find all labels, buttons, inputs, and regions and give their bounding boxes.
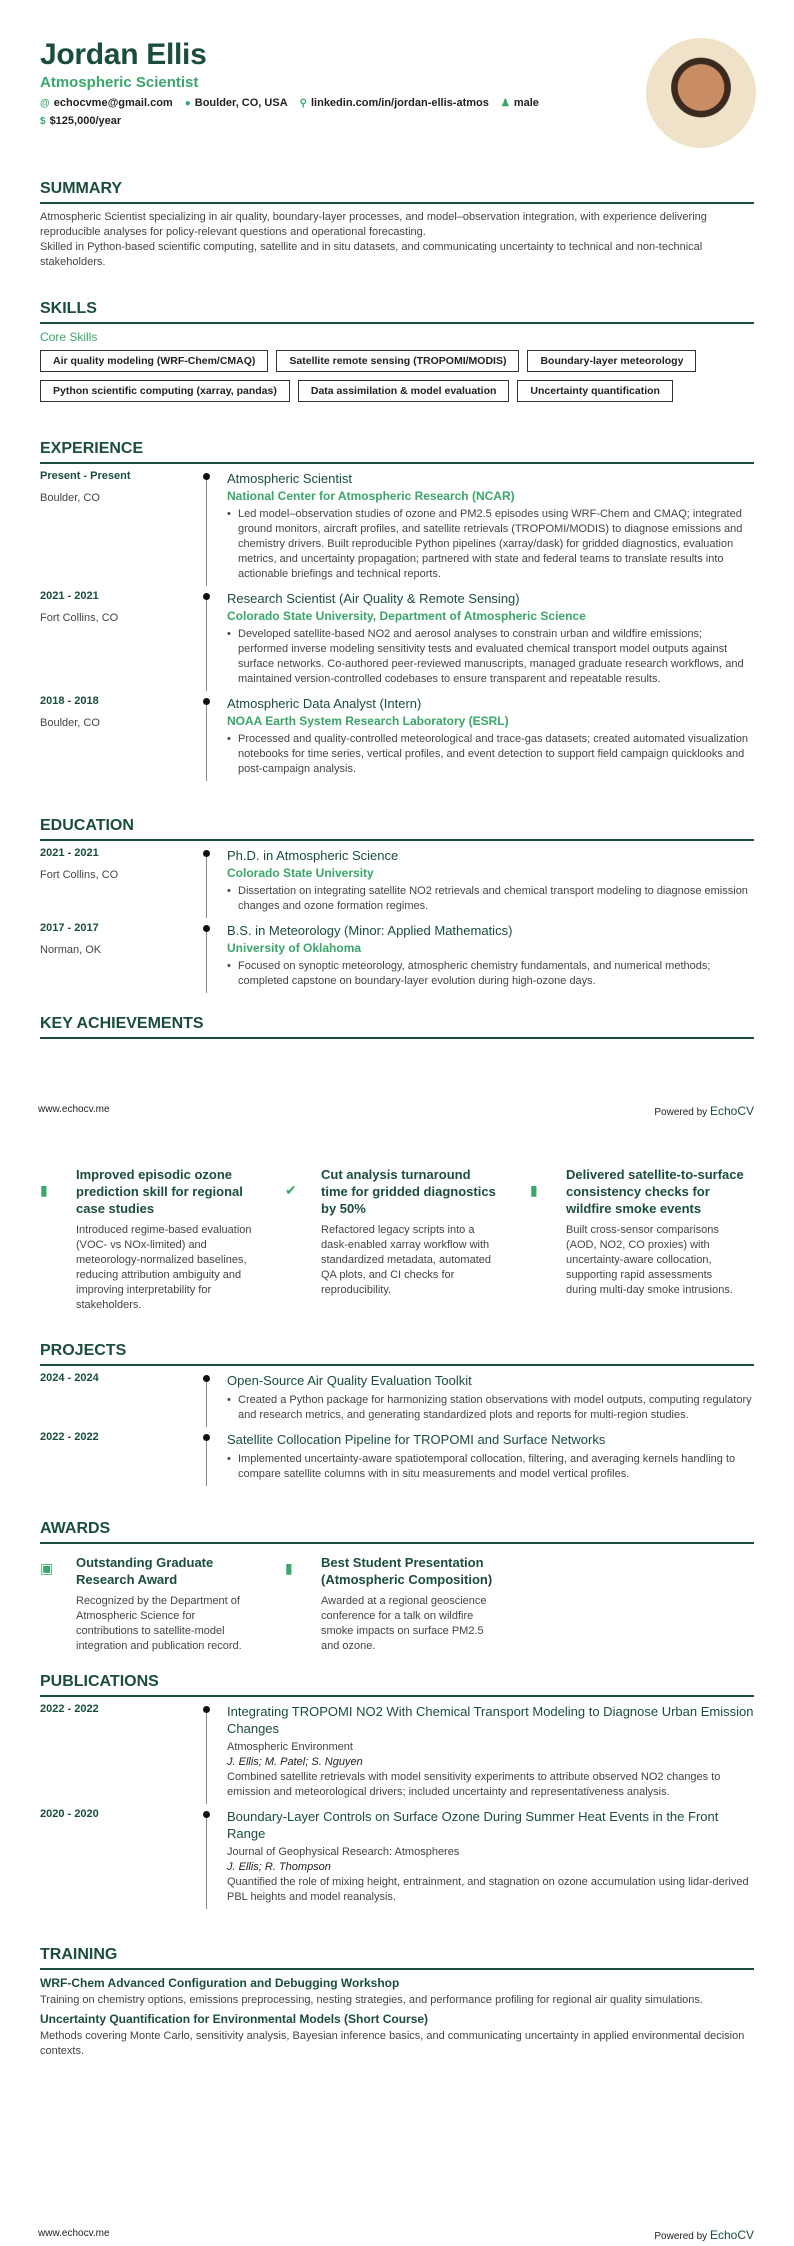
experience-item — [40, 695, 754, 777]
timeline-dot — [203, 698, 210, 705]
publication-title: Integrating TROPOMI NO2 With Chemical Transport Modeling to Diagnose Urban Emission Changes — [227, 1704, 754, 1736]
contact-location: ● Boulder, CO, USA — [184, 97, 288, 109]
project-item — [40, 1372, 754, 1423]
candidate-role: Atmospheric Scientist — [40, 74, 199, 91]
contact-salary: $ $125,000/year — [40, 115, 122, 127]
skill-tag: Air quality modeling (WRF-Chem/CMAQ) — [40, 350, 268, 372]
training-title: WRF-Chem Advanced Configuration and Debugging Workshop — [40, 1976, 400, 1990]
section-title: SUMMARY — [40, 180, 754, 204]
degree: B.S. in Meteorology (Minor: Applied Mathematics) — [227, 923, 513, 938]
footer-site-link[interactable]: www.echocv.me — [38, 1104, 110, 1115]
publication-summary: Combined satellite retrievals with model sensitivity experiments to attribute observed NO2 changes to emission and meteorological drivers; included uncertainty and representativeness analysis. — [227, 1771, 721, 1798]
item-date: 2024 - 2024 — [40, 1372, 99, 1384]
achievement-title: Cut analysis turnaround time for gridded diagnostics by 50% — [321, 1167, 496, 1216]
item-date: Present - Present — [40, 470, 131, 482]
skills-section — [40, 300, 754, 402]
timeline-line — [206, 1812, 207, 1909]
job-title: Atmospheric Scientist — [227, 471, 352, 486]
training-title: Uncertainty Quantification for Environmental Models (Short Course) — [40, 2012, 429, 2026]
project-item — [40, 1431, 754, 1482]
award-title: Outstanding Graduate Research Award — [76, 1555, 214, 1587]
location-pin-icon: ● — [184, 98, 191, 109]
training-section — [40, 1946, 754, 2059]
item-date: 2018 - 2018 — [40, 695, 99, 707]
echocv-logo[interactable]: EchoCV — [709, 2228, 754, 2242]
achievement-title: Improved episodic ozone prediction skill for regional case studies — [76, 1167, 243, 1216]
education-description: • Dissertation on integrating satellite NO2 retrievals and chemical transport modeling to diagnose emission changes and ozone formation regimes. — [227, 884, 754, 914]
skill-tag: Uncertainty quantification — [517, 380, 673, 402]
item-date: 2021 - 2021 — [40, 847, 99, 859]
timeline-line — [206, 1435, 207, 1486]
section-title: TRAINING — [40, 1946, 754, 1970]
education-description: • Focused on synoptic meteorology, atmospheric chemistry fundamentals, and numerical methods; completed capstone on boundary-layer evolution during high-ozone days. — [227, 959, 754, 989]
contact-linkedin[interactable]: ⚲ linkedin.com/in/jordan-ellis-atmos — [299, 97, 489, 109]
award-text: Awarded at a regional geoscience conference for a talk on wildfire smoke impacts on surface PM2.5 and ozone. — [321, 1595, 487, 1652]
section-title: AWARDS — [40, 1520, 754, 1544]
awards-section — [40, 1520, 754, 1654]
document-icon: ▮ — [40, 1182, 48, 1198]
publication-item — [40, 1703, 754, 1800]
timeline-line — [206, 926, 207, 993]
publication-venue: Journal of Geophysical Research: Atmospheres — [227, 1846, 460, 1858]
publication-authors: J. Ellis; R. Thompson — [227, 1861, 331, 1873]
dollar-file-icon: ▮ — [285, 1560, 293, 1576]
projects-section — [40, 1342, 754, 1490]
footer-site-link[interactable]: www.echocv.me — [38, 2228, 110, 2239]
job-title: Research Scientist (Air Quality & Remote Sensing) — [227, 591, 520, 606]
publication-venue: Atmospheric Environment — [227, 1741, 353, 1753]
section-title: PUBLICATIONS — [40, 1673, 754, 1697]
skill-tag: Satellite remote sensing (TROPOMI/MODIS) — [276, 350, 519, 372]
timeline-dot — [203, 850, 210, 857]
item-location: Norman, OK — [40, 944, 102, 956]
education-section — [40, 817, 754, 997]
employer: National Center for Atmospheric Research (NCAR) — [227, 489, 515, 503]
publication-authors: J. Ellis; M. Patel; S. Nguyen — [227, 1756, 363, 1768]
timeline-line — [206, 851, 207, 918]
timeline-line — [206, 1376, 207, 1427]
project-title: Open-Source Air Quality Evaluation Toolkit — [227, 1373, 472, 1388]
timeline-dot — [203, 473, 210, 480]
skill-group-title: Core Skills — [40, 330, 98, 344]
skill-tag: Data assimilation & model evaluation — [298, 380, 510, 402]
timeline-line — [206, 1707, 207, 1804]
award-title: Best Student Presentation (Atmospheric Composition) — [321, 1555, 493, 1587]
timeline-dot — [203, 1706, 210, 1713]
education-item — [40, 922, 754, 989]
school: University of Oklahoma — [227, 941, 362, 955]
experience-section — [40, 440, 754, 785]
timeline-dot — [203, 593, 210, 600]
item-date: 2021 - 2021 — [40, 590, 99, 602]
timeline-line — [206, 594, 207, 691]
at-icon: @ — [40, 98, 50, 109]
file-icon: ▮ — [530, 1182, 538, 1198]
publication-summary: Quantified the role of mixing height, entrainment, and stagnation on ozone accumulation using lidar-derived PBL heights and model reanalysis. — [227, 1876, 749, 1903]
achievement-card — [40, 1166, 255, 1313]
item-date: 2020 - 2020 — [40, 1808, 99, 1820]
publication-item — [40, 1808, 754, 1905]
contact-gender: ♟ male — [500, 97, 539, 109]
degree: Ph.D. in Atmospheric Science — [227, 848, 399, 863]
achievement-card — [285, 1166, 500, 1313]
dollar-icon: $ — [40, 116, 46, 127]
item-date: 2017 - 2017 — [40, 922, 99, 934]
training-text: Training on chemistry options, emissions preprocessing, nesting strategies, and performance profiling for regional air quality simulations. — [40, 1994, 703, 2006]
publications-section — [40, 1673, 754, 1913]
employer: Colorado State University, Department of Atmospheric Science — [227, 609, 586, 623]
trophy-icon: ▣ — [40, 1560, 54, 1576]
contact-email[interactable]: @ echocvme@gmail.com — [40, 97, 173, 109]
training-text: Methods covering Monte Carlo, sensitivity analysis, Bayesian inference basics, and communicating uncertainty in applied environmental decision contexts. — [40, 2030, 745, 2057]
achievement-text: Built cross-sensor comparisons (AOD, NO2, CO proxies) with uncertainty-aware collocation, supporting rapid assessments during multi-day smoke intrusions. — [566, 1224, 733, 1296]
skill-tag: Boundary-layer meteorology — [527, 350, 696, 372]
summary-section — [40, 180, 754, 270]
award-card — [40, 1554, 255, 1654]
timeline-line — [206, 474, 207, 586]
job-title: Atmospheric Data Analyst (Intern) — [227, 696, 422, 711]
achievement-cards — [40, 1166, 754, 1313]
skill-tag: Python scientific computing (xarray, pandas) — [40, 380, 290, 402]
award-text: Recognized by the Department of Atmospheric Science for contributions to satellite-model integration and publication record. — [76, 1595, 242, 1652]
experience-item — [40, 470, 754, 582]
footer-powered: Powered by EchoCV — [654, 2228, 754, 2242]
award-card — [285, 1554, 500, 1654]
section-title: EDUCATION — [40, 817, 754, 841]
check-circle-icon: ✔ — [285, 1182, 297, 1198]
achievements-section — [40, 1015, 754, 1045]
job-description: • Led model–observation studies of ozone and PM2.5 episodes using WRF-Chem and CMAQ; integrated ground monitors, aircraft profiles, and satellite retrievals (TROPOMI/MODIS) to diagnose emissions and chemistry drivers. Built reproducible Python pipelines (xarray/dask) for gridded diagnostics, evaluation metrics, and uncertainty propagation; partnered with state and federal teams to translate results into actionable briefings and technical reports. — [227, 507, 754, 582]
project-description: • Created a Python package for harmonizing station observations with model outputs, computing regulatory and research metrics, and generating standardized plots and reports for multi-region studies. — [227, 1393, 754, 1423]
item-location: Boulder, CO — [40, 492, 100, 504]
publication-title: Boundary-Layer Controls on Surface Ozone During Summer Heat Events in the Front Range — [227, 1809, 719, 1841]
project-description: • Implemented uncertainty-aware spatiotemporal collocation, filtering, and averaging kernels handling to compare satellite columns with in situ measurements and model vertical profiles. — [227, 1452, 754, 1482]
timeline-dot — [203, 1375, 210, 1382]
item-date: 2022 - 2022 — [40, 1431, 99, 1443]
person-icon: ♟ — [500, 98, 510, 109]
section-title: KEY ACHIEVEMENTS — [40, 1015, 754, 1039]
summary-text: Skilled in Python-based scientific computing, satellite and in situ datasets, and communicating uncertainty to technical and non-technical stakeholders. — [40, 241, 703, 268]
footer-powered: Powered by EchoCV — [654, 1104, 754, 1118]
item-date: 2022 - 2022 — [40, 1703, 99, 1715]
page-footer — [38, 2228, 754, 2242]
section-title: SKILLS — [40, 300, 754, 324]
contact-list — [40, 97, 640, 127]
timeline-dot — [203, 1811, 210, 1818]
job-description: • Processed and quality-controlled meteorological and trace-gas datasets; created automated visualization notebooks for time series, vertical profiles, and event detection to support field campaign quicklooks and post-campaign analysis. — [227, 732, 754, 777]
timeline-dot — [203, 925, 210, 932]
summary-text: Atmospheric Scientist specializing in air quality, boundary-layer processes, and model–observation integration, with experience delivering reproducible analyses for policy-relevant questions and operational forecasting. — [40, 211, 707, 238]
profile-photo — [646, 38, 756, 148]
project-title: Satellite Collocation Pipeline for TROPOMI and Surface Networks — [227, 1432, 606, 1447]
section-title: EXPERIENCE — [40, 440, 754, 464]
education-item — [40, 847, 754, 914]
school: Colorado State University — [227, 866, 374, 880]
achievement-title: Delivered satellite-to-surface consistency checks for wildfire smoke events — [566, 1167, 744, 1216]
page-footer — [38, 1104, 754, 1118]
section-title: PROJECTS — [40, 1342, 754, 1366]
skill-tags — [40, 350, 754, 402]
job-description: • Developed satellite-based NO2 and aerosol analyses to constrain urban and wildfire emissions; performed inverse modeling sensitivity tests and evaluated chemical transport model outputs against surface networks. Co-authored peer-reviewed manuscripts, managed graduate research workflows, and maintained version-controlled codebases to ensure transparent and repeatable results. — [227, 627, 754, 687]
experience-item — [40, 590, 754, 687]
link-icon: ⚲ — [299, 98, 307, 109]
item-location: Fort Collins, CO — [40, 612, 119, 624]
item-location: Boulder, CO — [40, 717, 100, 729]
achievement-text: Refactored legacy scripts into a dask-enabled xarray workflow with standardized metadata, automated QA plots, and CI checks for reproducibility. — [321, 1224, 492, 1296]
item-location: Fort Collins, CO — [40, 869, 119, 881]
employer: NOAA Earth System Research Laboratory (ESRL) — [227, 714, 509, 728]
timeline-dot — [203, 1434, 210, 1441]
echocv-logo[interactable]: EchoCV — [709, 1104, 754, 1118]
achievement-text: Introduced regime-based evaluation (VOC- vs NOx-limited) and meteorology-normalized baselines, reducing attribution ambiguity and improving interpretability for stakeholders. — [76, 1224, 252, 1311]
candidate-name: Jordan Ellis — [40, 38, 207, 71]
achievement-card — [530, 1166, 745, 1313]
timeline-line — [206, 699, 207, 781]
